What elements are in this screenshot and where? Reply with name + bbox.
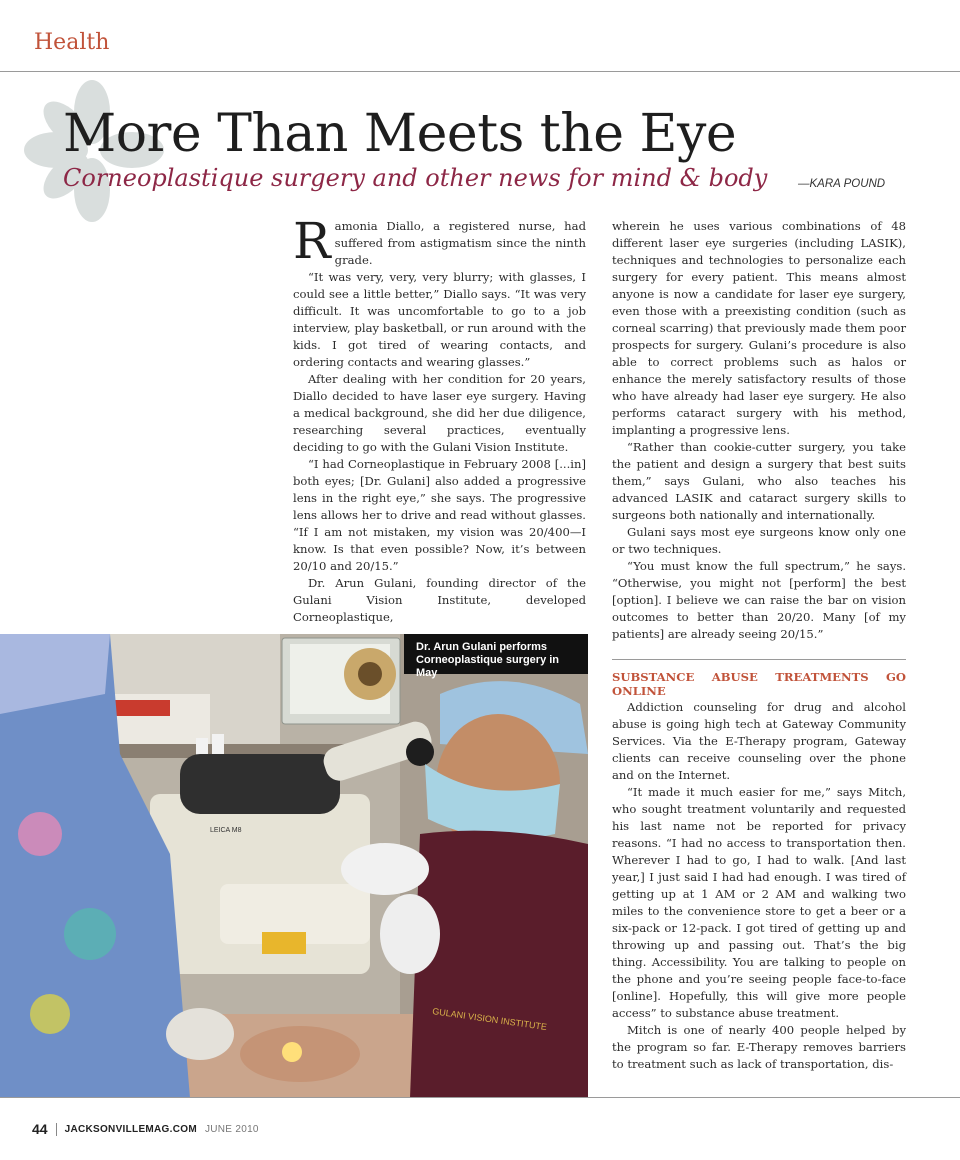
- byline: —KARA POUND: [798, 178, 886, 190]
- paragraph: Gulani says most eye surgeons know only one or two techniques.: [612, 525, 906, 556]
- section-label: Health: [34, 30, 110, 55]
- paragraph: Dr. Arun Gulani, founding director of the Gulani Vision Institute, developed Corneoplastique,: [293, 576, 586, 624]
- paragraph: “I had Corneoplastique in February 2008 [...in] both eyes; [Dr. Gulani] also added a progressive lens in the right eye,” she says. The progressive lens allows her to drive and read without glasses. “If I am not mistaken, my vision was 20/400—I know. Is that even possible? Now, it’s between 20/10 and 20/15.”: [293, 457, 586, 573]
- drop-cap: R: [293, 212, 331, 270]
- article-title: More Than Meets the Eye: [63, 104, 737, 164]
- issue-date: JUNE 2010: [204, 1123, 259, 1135]
- article-column-middle: [293, 212, 586, 626]
- caption-line: Corneoplastique surgery in May: [416, 654, 560, 679]
- surgery-photo-illustration: [0, 634, 588, 1098]
- caption-line: Dr. Arun Gulani performs: [416, 641, 548, 653]
- paragraph: Mitch is one of nearly 400 people helped by the program so far. E-Therapy removes barriers to treatment such as lack of transportation, dis-: [612, 1023, 906, 1071]
- column-divider: [612, 659, 906, 660]
- article-deck: Corneoplastique surgery and other news for mind & body: [63, 164, 768, 192]
- article-photo: [0, 634, 588, 1098]
- article-column-right: [612, 218, 906, 1073]
- paragraph: Ramonia Diallo, a registered nurse, had suffered from astigmatism since the ninth grade.: [293, 212, 586, 270]
- paragraph: “You must know the full spectrum,” he says. “Otherwise, you might not [perform] the best [option]. I believe we can raise the bar on vision outcomes to better than 20/20. Many [of my patients] are already seeing 20/15.”: [612, 559, 906, 641]
- svg-text:LEICA M8: LEICA M8: [210, 827, 242, 834]
- page-footer: [32, 1121, 259, 1137]
- paragraph: “Rather than cookie-cutter surgery, you take the patient and design a surgery that best suits them,” says Gulani, who also teaches his advanced LASIK and cataract surgery skills to surgeons both nationally and internationally.: [612, 440, 906, 522]
- paragraph: wherein he uses various combinations of 48 different laser eye surgeries (including LASIK), techniques and technologies to personalize each surgery for every patient. This means almost anyone is now a candidate for laser eye surgery, even those with a preexisting condition (such as corneal scarring) that previously made them poor prospects for surgery. Gulani’s procedure is also able to correct problems such as halos or enhance the merely satisfactory results of those who have already had laser eye surgery. He also performs cataract surgery with his method, implanting a progressive lens.: [612, 219, 906, 437]
- page-number: 44: [32, 1121, 48, 1137]
- paragraph: “It made it much easier for me,” says Mitch, who sought treatment voluntarily and requested his last name not be reported for privacy reasons. “I had no access to transportation then. Wherever I had to go, I had to walk. [And last year,] I just said I had had enough. I was tired of getting up at 1 AM or 2 AM and walking two miles to the convenience store to get a beer or a six-pack or 12-pack. I got tired of getting up and throwing up and passing out. That’s the big thing. Accessibility. You are talking to people on the phone and you’re seeing people face-to-face [online]. Hopefully, this will give more people access” to substance abuse treatment.: [612, 785, 906, 1020]
- bottom-divider: [0, 1097, 960, 1098]
- photo-caption: [404, 634, 588, 679]
- paragraph: Addiction counseling for drug and alcohol abuse is going high tech at Gateway Community Services. Via the E-Therapy program, Gateway clients can receive counseling over the phone and on the Internet.: [612, 700, 906, 782]
- svg-text:GULANI VISION INSTITUTE: GULANI VISION INSTITUTE: [431, 1006, 548, 1033]
- footer-separator: [56, 1123, 57, 1136]
- subhead: SUBSTANCE ABUSE TREATMENTS GO ONLINE: [612, 670, 906, 698]
- paragraph: After dealing with her condition for 20 years, Diallo decided to have laser eye surgery. Having a medical background, she did her due diligence, researching several practices, eventually deciding to go with the Gulani Vision Institute.: [293, 372, 586, 454]
- paragraph: “It was very, very, very blurry; with glasses, I could see a little better,” Diallo says. “It was very difficult. It was uncomfortable to go to a job interview, play basketball, or run around with the kids. I got tired of wearing contacts, and ordering contacts and wearing glasses.”: [293, 270, 586, 369]
- site-url: JACKSONVILLEMAG.COM: [64, 1123, 197, 1135]
